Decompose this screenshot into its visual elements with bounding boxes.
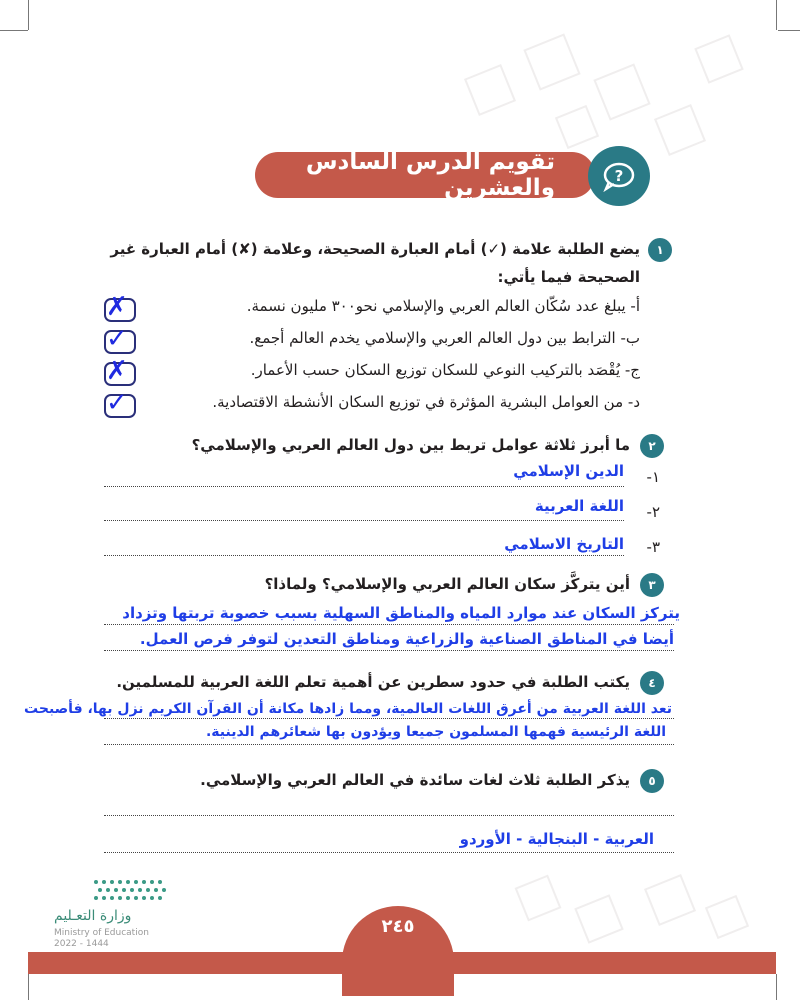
- crop-mark: [776, 0, 777, 30]
- page-number: ٢٤٥: [381, 916, 415, 937]
- q1-item-a: أ- يبلغ عدد سُكّان العالم العربي والإسلامي نحو٣٠٠ مليون نسمة.: [246, 297, 640, 315]
- question-number-3: ٣: [640, 573, 664, 597]
- answer-line: [104, 718, 674, 719]
- decorative-square: [644, 874, 696, 926]
- q2-answer-2: اللغة العربية: [534, 497, 624, 515]
- crop-mark: [28, 974, 29, 1000]
- q5-answer: العربية - البنجالية - الأوردو: [459, 830, 654, 848]
- decorative-square: [515, 875, 562, 922]
- question-number-1: ١: [648, 238, 672, 262]
- answer-line: [104, 744, 674, 745]
- answer-line: [104, 486, 624, 487]
- q5-prompt: يذكر الطلبة ثلاث لغات سائدة في العالم العربي والإسلامي.: [200, 771, 630, 789]
- decorative-square: [464, 64, 516, 116]
- q4-answer-line1: تعد اللغة العربية من أعرق اللغات العالمية، ومما زادها مكانة أن القرآن الكريم نزل بها، فأصبحت: [24, 701, 672, 717]
- check-mark-icon: ✓: [106, 388, 128, 418]
- q1-item-b: ب- الترابط بين دول العالم العربي والإسلامي يخدم العالم أجمع.: [249, 329, 640, 347]
- q1-item-d: د- من العوامل البشرية المؤثرة في توزيع السكان الأنشطة الاقتصادية.: [212, 393, 640, 411]
- edition-year: 2022 - 1444: [54, 939, 109, 949]
- svg-text:?: ?: [614, 167, 624, 185]
- q4-answer-line2: اللغة الرئيسية فهمها المسلمون جميعا ويؤدون بها شعائرهم الدينية.: [205, 724, 666, 740]
- q2-label-3: ٣-: [646, 538, 660, 556]
- crop-mark: [776, 974, 777, 1000]
- question-number-5: ٥: [640, 769, 664, 793]
- q3-answer-line2: أيضا في المناطق الصناعية والزراعية ومناطق التعدين لتوفر فرص العمل.: [139, 630, 674, 648]
- q2-label-1: ١-: [646, 468, 660, 486]
- question-bubble-icon: [588, 146, 650, 206]
- answer-line: [104, 650, 674, 651]
- decorative-square: [574, 894, 623, 943]
- decorative-square: [523, 33, 580, 90]
- crop-mark: [28, 0, 29, 30]
- q1-prompt-line2: الصحيحة فيما يأتي:: [497, 268, 640, 286]
- ministry-name-english: Ministry of Education: [54, 928, 149, 938]
- q4-prompt: يكتب الطلبة في حدود سطرين عن أهمية تعلم اللغة العربية للمسلمين.: [116, 673, 630, 691]
- lesson-title: تقويم الدرس السادس والعشرين: [305, 149, 555, 201]
- answer-line: [104, 624, 674, 625]
- q1-prompt-line1: يضع الطلبة علامة (✓) أمام العبارة الصحيحة، وعلامة (✘) أمام العبارة غير: [110, 240, 640, 258]
- ministry-logo-icon: [92, 878, 172, 906]
- ministry-name-arabic: وزارة التعـليم: [54, 908, 132, 924]
- lesson-title-banner: [255, 149, 595, 201]
- decorative-square: [705, 895, 749, 939]
- check-mark-icon: ✓: [106, 324, 128, 354]
- question-number-4: ٤: [640, 671, 664, 695]
- q2-answer-1: الدين الإسلامي: [513, 462, 624, 480]
- answer-line: [104, 555, 624, 556]
- answer-line: [104, 815, 674, 816]
- decorative-square: [555, 105, 599, 149]
- decorative-square: [593, 63, 650, 120]
- crop-mark: [0, 30, 28, 31]
- cross-mark-icon: ✗: [106, 356, 128, 386]
- answer-line: [104, 520, 624, 521]
- q3-answer-line1: يتركز السكان عند موارد المياه والمناطق السهلية بسبب خصوبة تربتها وتزداد: [122, 604, 680, 622]
- decorative-square: [654, 104, 706, 156]
- crop-mark: [778, 30, 800, 31]
- q2-answer-3: التاريخ الاسلامي: [504, 535, 624, 553]
- q3-prompt: أين يتركَّز سكان العالم العربي والإسلامي؟ ولماذا؟: [264, 575, 630, 593]
- q2-prompt: ما أبرز ثلاثة عوامل تربط بين دول العالم العربي والإسلامي؟: [191, 436, 630, 454]
- answer-line: [104, 852, 674, 853]
- q2-label-2: ٢-: [646, 503, 660, 521]
- cross-mark-icon: ✗: [106, 292, 128, 322]
- q1-item-c: ج- يُقْصَد بالتركيب النوعي للسكان توزيع السكان حسب الأعمار.: [250, 361, 640, 379]
- decorative-square: [694, 34, 743, 83]
- question-number-2: ٢: [640, 434, 664, 458]
